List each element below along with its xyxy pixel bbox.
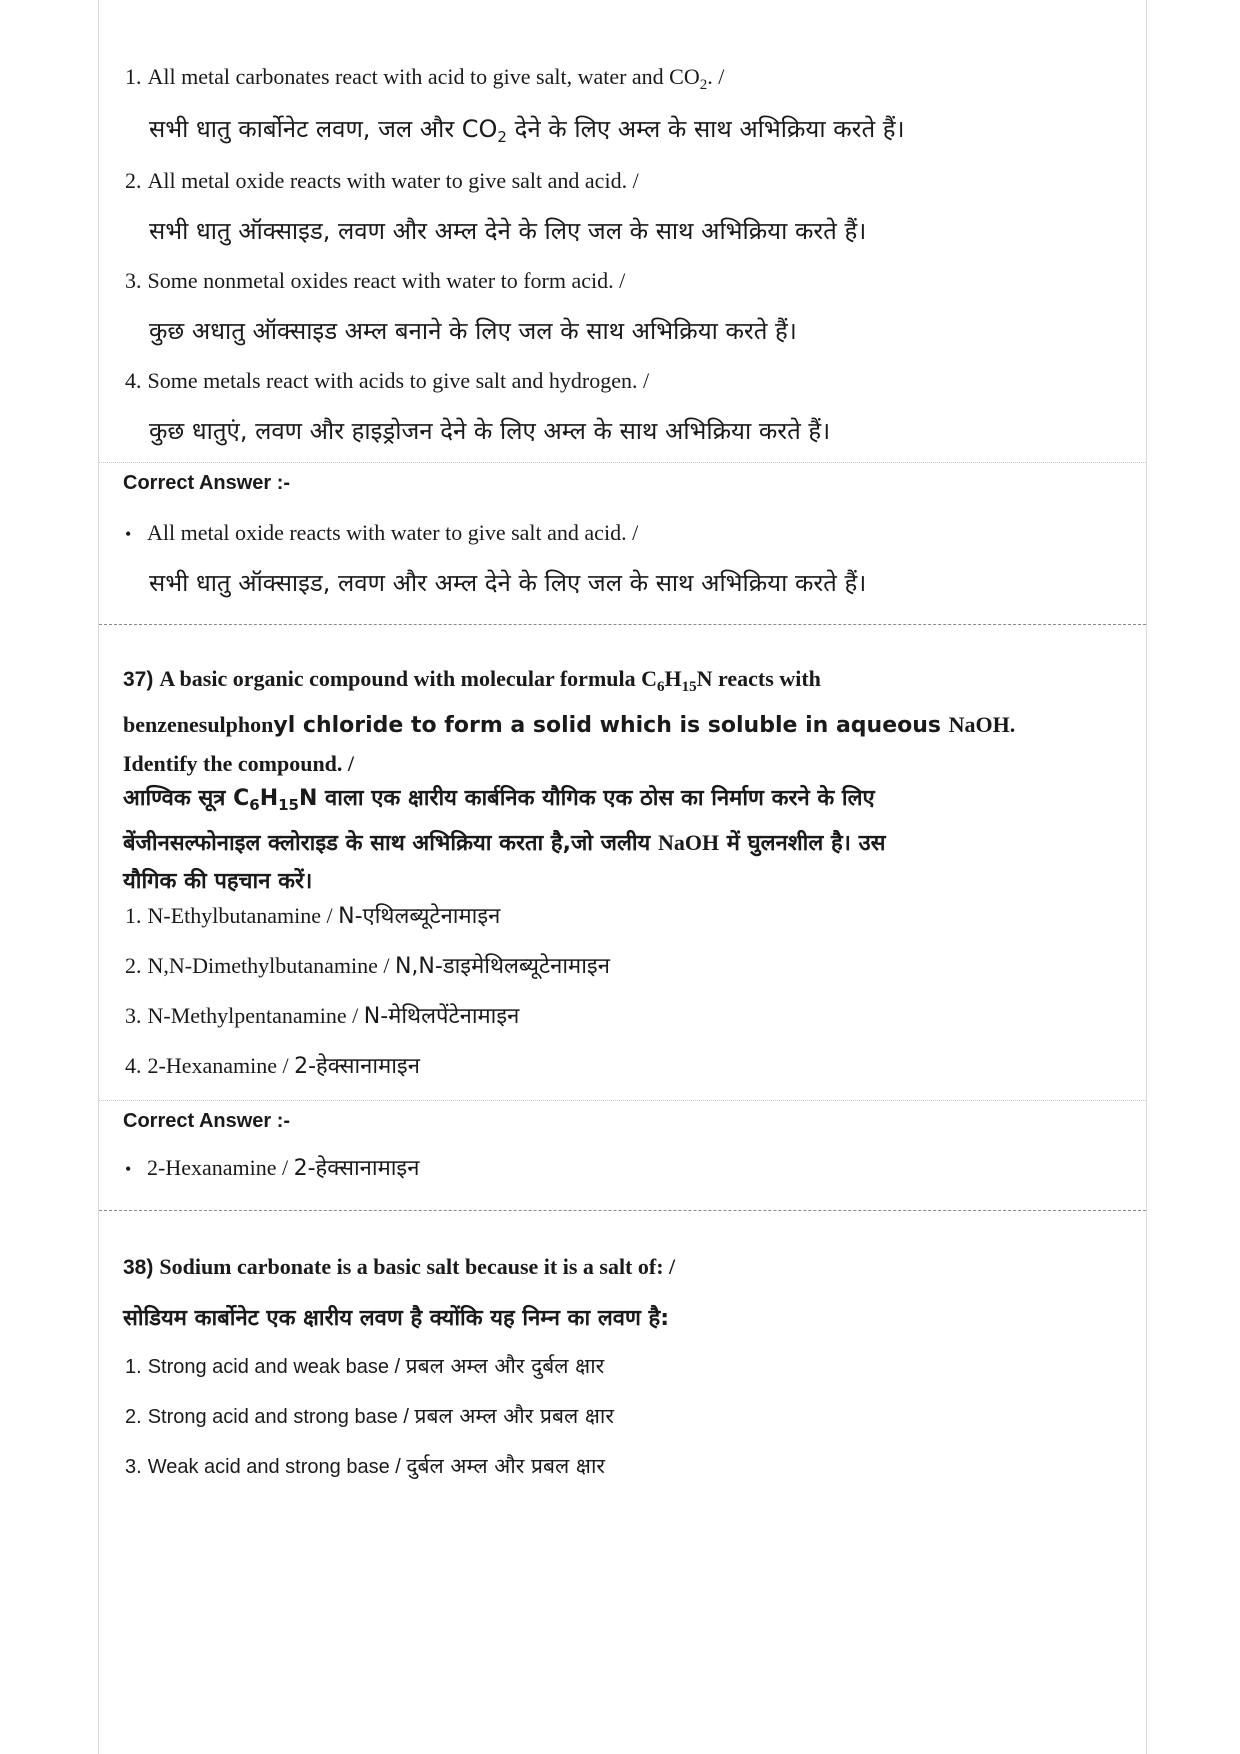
q36-correct-answer-hi: सभी धातु ऑक्साइड, लवण और अम्ल देने के लिए जल के साथ अभिक्रिया करते हैं। (149, 569, 867, 597)
q36-option-3-hi: कुछ अधातु ऑक्साइड अम्ल बनाने के लिए जल के साथ अभिक्रिया करते हैं। (149, 317, 797, 345)
q36-option-1-en: 1. All metal carbonates react with acid to give salt, water and $CO_2$. / (125, 64, 725, 93)
q37-option-2: 2. N,N-Dimethylbutanamine / N,N-डाइमेथिलब्यूटेनामाइन (125, 953, 610, 979)
q37-option-3: 3. N-Methylpentanamine / N-मेथिलपेंटेनामाइन (125, 1003, 520, 1029)
question-separator (99, 624, 1146, 625)
q36-option-4-en: 4. Some metals react with acids to give salt and hydrogen. / (125, 368, 650, 393)
q36-option-1-hi: सभी धातु कार्बोनेट लवण, जल और $CO_2$ देने के लिए अम्ल के साथ अभिक्रिया करते हैं। (149, 115, 905, 146)
divider (99, 1100, 1146, 1101)
q37-option-1: 1. N-Ethylbutanamine / N-एथिलब्यूटेनामाइन (125, 903, 501, 929)
q36-option-3-en: 3. Some nonmetal oxides react with water to form acid. / (125, 268, 626, 293)
q37-question-hi: आण्विक सूत्र $C_6H_{15}N$ वाला एक क्षारीय कार्बनिक यौगिक एक ठोस का निर्माण करने के लिए बेंजीनसल्फोनाइल क्लोराइड के साथ अभिक्रिया करता है,जो जलीय NaOH में घुलनशील है। उस यौगिक की पहचान करें। (123, 786, 886, 894)
q38-option-3: 3. Weak acid and strong base / दुर्बल अम्ल और प्रबल क्षार (125, 1454, 605, 1478)
q36-option-2-hi: सभी धातु ऑक्साइड, लवण और अम्ल देने के लिए जल के साथ अभिक्रिया करते हैं। (149, 217, 867, 245)
q38-option-1: 1. Strong acid and weak base / प्रबल अम्ल और दुर्बल क्षार (125, 1354, 605, 1378)
q36-correct-answer-en: • All metal oxide reacts with water to give salt and acid. / (125, 520, 639, 545)
q36-option-4-hi: कुछ धातुएं, लवण और हाइड्रोजन देने के लिए अम्ल के साथ अभिक्रिया करते हैं। (149, 417, 831, 445)
q36-option-2-en: 2. All metal oxide reacts with water to give salt and acid. / (125, 168, 639, 193)
q37-option-4: 4. 2-Hexanamine / 2-हेक्सानामाइन (125, 1053, 420, 1079)
q37-question-en: 37) A basic organic compound with molecular formula $C_6H_{15}N$ reacts with benzenesulphonyl chloride to form a solid which is soluble in aqueous NaOH. Identify the compound. / (123, 666, 1016, 776)
question-page (98, 0, 1147, 1754)
q38-question-hi: सोडियम कार्बोनेट एक क्षारीय लवण है क्योंकि यह निम्न का लवण है: (123, 1306, 670, 1331)
q36-correct-answer-label: Correct Answer :- (123, 472, 291, 494)
q37-correct-answer: • 2-Hexanamine / 2-हेक्सानामाइन (125, 1155, 420, 1181)
divider (99, 462, 1146, 463)
q38-option-2: 2. Strong acid and strong base / प्रबल अम्ल और प्रबल क्षार (125, 1404, 614, 1428)
question-separator (99, 1210, 1146, 1211)
q38-question-en: 38) Sodium carbonate is a basic salt because it is a salt of: / (123, 1254, 676, 1279)
q37-correct-answer-label: Correct Answer :- (123, 1110, 291, 1132)
